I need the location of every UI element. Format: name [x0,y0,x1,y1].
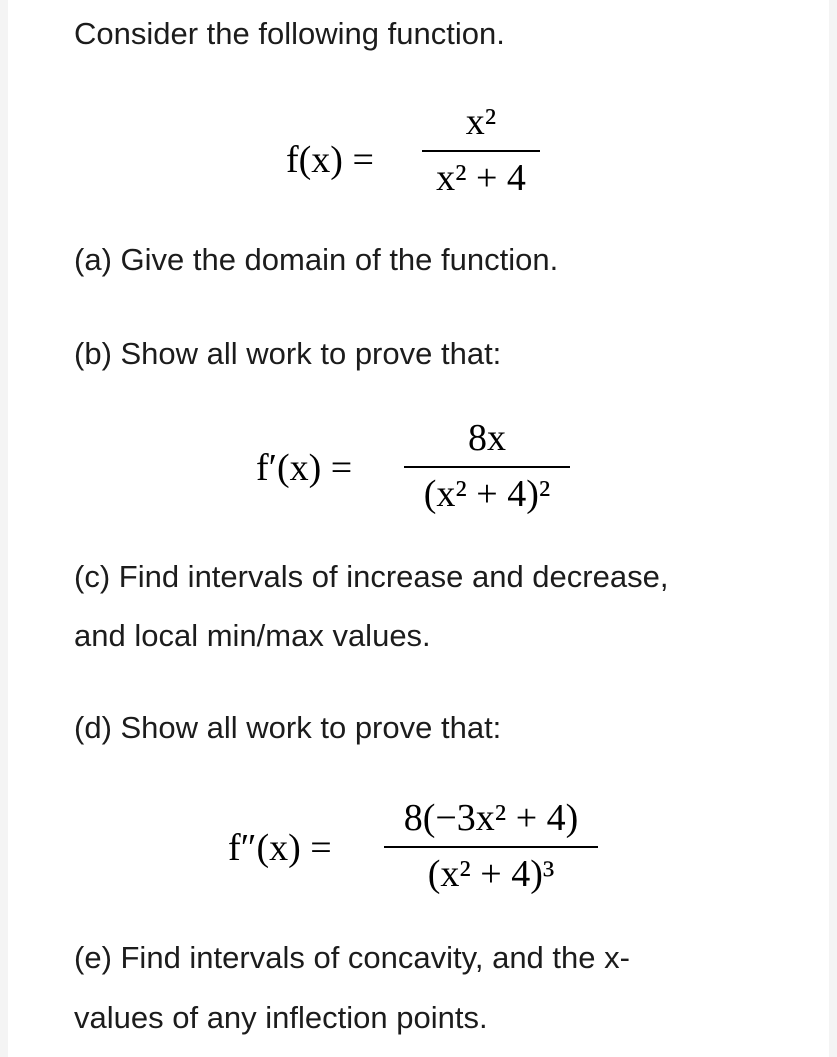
equation-f-double-prime-numerator: 8(−3x² + 4) [403,797,579,839]
part-e-line-1: (e) Find intervals of concavity, and the x- [74,940,630,975]
equation-f-prime-numerator: 8x [468,417,506,459]
equation-f-prime-fraction [404,416,570,516]
equation-f-prime-lhs: f′(x) = [256,447,353,489]
equation-f-double-prime-lhs: f″(x) = [228,827,332,869]
part-c-line-1: (c) Find intervals of increase and decrease, [74,559,669,594]
fraction-bar [384,846,598,848]
intro-text: Consider the following function. [74,16,505,51]
left-margin-strip [0,0,8,1057]
fraction-bar [422,150,540,152]
equation-f-prime-denominator: (x² + 4)² [423,473,551,515]
equation-f-numerator: x² [465,101,497,143]
part-d-text: (d) Show all work to prove that: [74,710,502,745]
part-a-text: (a) Give the domain of the function. [74,242,559,277]
equation-f-fraction [422,100,540,200]
equation-f-denominator: x² + 4 [436,157,526,199]
fraction-bar [404,466,570,468]
part-b-text: (b) Show all work to prove that: [74,336,502,371]
part-c-line-2: and local min/max values. [74,618,431,653]
equation-f-double-prime-fraction [384,796,598,896]
equation-f-lhs: f(x) = [286,139,374,181]
equation-f-double-prime-denominator: (x² + 4)³ [427,853,555,895]
part-e-line-2: values of any inflection points. [74,1000,488,1035]
right-margin-strip [829,0,837,1057]
